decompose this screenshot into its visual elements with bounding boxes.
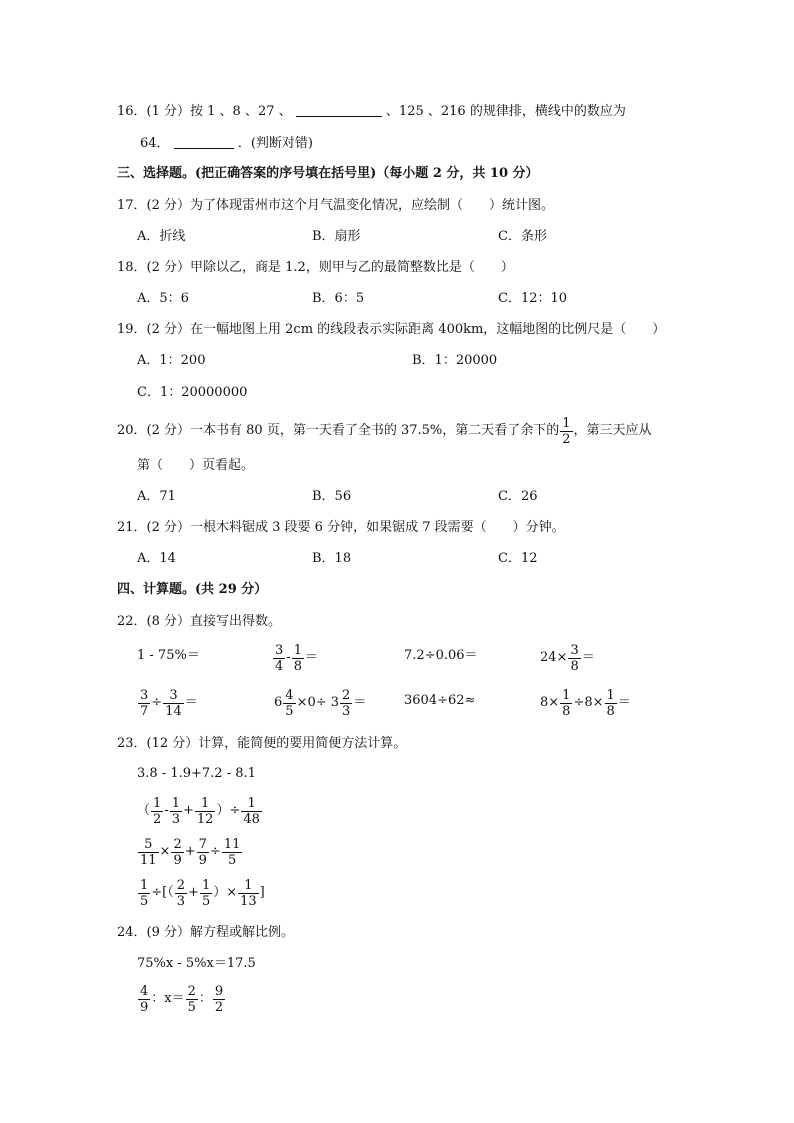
q22-expr-5 bbox=[137, 687, 198, 720]
q18-option-a[interactable]: A．5：6 bbox=[137, 291, 189, 306]
numerator: 2 bbox=[173, 836, 182, 852]
q22-expr-7: 3604÷62≈ bbox=[404, 693, 476, 708]
denominator: 5 bbox=[140, 893, 149, 909]
numerator: 1 bbox=[562, 687, 571, 703]
denominator: 4 bbox=[275, 658, 284, 674]
q19-stem: 19．(2 分）在一幅地图上用 2cm 的线段表示实际距离 400km，这幅地图的比例尺是（ ） bbox=[117, 322, 666, 337]
operator: + bbox=[182, 803, 194, 818]
q16-text-b: 、125 、216 的规律排，横线中的数应为 bbox=[385, 104, 626, 119]
q22-stem: 22．(8 分）直接写出得数。 bbox=[117, 614, 282, 629]
denominator: 2 bbox=[214, 999, 224, 1015]
q20-stem-line1 bbox=[117, 415, 652, 448]
operator: ÷ bbox=[151, 695, 163, 710]
q16-line1 bbox=[117, 102, 626, 122]
numerator: 3 bbox=[163, 688, 184, 704]
numerator: 11 bbox=[223, 836, 241, 852]
denominator: 5 bbox=[201, 893, 211, 909]
equals: ＝ bbox=[304, 650, 318, 665]
numerator: 2 bbox=[342, 687, 351, 703]
operator: ÷[（ bbox=[151, 885, 174, 900]
numerator: 5 bbox=[138, 837, 159, 853]
denominator: 7 bbox=[140, 703, 149, 719]
q23-expr-2 bbox=[137, 795, 263, 828]
q16-blank-2[interactable] bbox=[174, 134, 234, 149]
q20-fraction bbox=[560, 416, 572, 447]
q21-stem: 21．(2 分）一根木料锯成 3 段要 6 分钟，如果锯成 7 段需要（ ）分钟。 bbox=[117, 520, 565, 535]
numerator: 1 bbox=[238, 878, 259, 894]
numerator: 2 bbox=[187, 983, 196, 999]
numerator: 2 bbox=[176, 877, 186, 893]
q17-option-a[interactable]: A．折线 bbox=[137, 229, 186, 244]
colon: ： bbox=[198, 991, 212, 1006]
q19-option-a[interactable]: A．1：200 bbox=[137, 353, 206, 368]
denominator: 11 bbox=[140, 852, 157, 868]
q18-stem: 18．(2 分）甲除以乙，商是 1.2，则甲与乙的最简整数比是（ ） bbox=[117, 260, 514, 275]
equals: ＝ bbox=[353, 695, 367, 710]
numerator: 1 bbox=[562, 415, 571, 431]
equals: ＝ bbox=[617, 695, 631, 710]
prefix: 8× bbox=[540, 695, 560, 710]
operator: + bbox=[184, 844, 196, 859]
denominator: 5 bbox=[227, 852, 237, 868]
whole: 6 bbox=[274, 695, 283, 710]
q22-expr-4 bbox=[540, 642, 595, 675]
q24-expr-1: 75%x - 5%x＝17.5 bbox=[137, 956, 256, 971]
q22-expr-1: 1 - 75%＝ bbox=[137, 648, 200, 663]
operator: ×0÷ 3 bbox=[296, 695, 340, 710]
q22-expr-6 bbox=[274, 687, 366, 720]
q17-stem: 17．(2 分）为了体现雷州市这个月气温变化情况，应绘制（ ）统计图。 bbox=[117, 198, 555, 213]
numerator: 4 bbox=[140, 983, 149, 999]
q16-text-a: 16．(1 分）按 1 、8 、27 、 bbox=[117, 104, 292, 119]
denominator: 2 bbox=[153, 811, 162, 827]
paren-open: （ bbox=[137, 803, 151, 818]
q20-text: 20．(2 分）一本书有 80 页，第一天看了全书的 37.5%，第二天看了余下的 bbox=[117, 423, 560, 438]
denominator: 8 bbox=[606, 703, 615, 719]
denominator: 8 bbox=[562, 703, 571, 719]
ratio-text: ：x＝ bbox=[151, 991, 185, 1006]
numerator: 1 bbox=[171, 795, 180, 811]
denominator: 9 bbox=[198, 852, 207, 868]
q16-line2 bbox=[140, 134, 313, 154]
numerator: 1 bbox=[153, 795, 162, 811]
section-4-heading: 四、计算题。(共 29 分） bbox=[117, 582, 268, 597]
section-3-heading: 三、选择题。(把正确答案的序号填在括号里)（每小题 2 分，共 10 分） bbox=[117, 166, 539, 181]
q16-text-d: ．(判断对错) bbox=[237, 136, 313, 151]
numerator: 1 bbox=[241, 796, 262, 812]
operator: ÷8× bbox=[573, 695, 604, 710]
denominator: 9 bbox=[173, 852, 182, 868]
q23-expr-3 bbox=[137, 836, 243, 869]
numerator: 4 bbox=[285, 687, 294, 703]
denominator: 14 bbox=[165, 703, 182, 719]
q21-option-b[interactable]: B．18 bbox=[312, 551, 352, 566]
paren-close: ）÷ bbox=[216, 803, 241, 818]
q22-expr-2 bbox=[272, 642, 318, 675]
q20-option-b[interactable]: B．56 bbox=[312, 489, 352, 504]
q16-blank-1[interactable] bbox=[296, 102, 382, 117]
q16-text-c: 64． bbox=[140, 136, 170, 151]
denominator: 13 bbox=[240, 893, 257, 909]
q24-stem: 24．(9 分）解方程或解比例。 bbox=[117, 925, 295, 940]
numerator: 1 bbox=[201, 877, 211, 893]
denominator: 5 bbox=[187, 999, 196, 1015]
q22-expr-8 bbox=[540, 687, 631, 720]
numerator: 1 bbox=[606, 687, 615, 703]
numerator: 3 bbox=[275, 642, 284, 658]
numerator: 1 bbox=[293, 642, 302, 658]
q20-option-c[interactable]: C．26 bbox=[498, 489, 538, 504]
numerator: 3 bbox=[570, 642, 579, 658]
numerator: 1 bbox=[195, 796, 216, 812]
operator: × bbox=[159, 844, 171, 859]
operator: ）× bbox=[213, 885, 238, 900]
q20-option-a[interactable]: A．71 bbox=[137, 489, 176, 504]
operator: - bbox=[286, 650, 291, 665]
denominator: 3 bbox=[171, 811, 180, 827]
denominator: 48 bbox=[243, 811, 260, 827]
denominator: 3 bbox=[342, 703, 351, 719]
q18-option-c[interactable]: C．12：10 bbox=[498, 291, 568, 306]
q23-stem: 23．(12 分）计算，能简便的要用简便方法计算。 bbox=[117, 736, 407, 751]
denominator: 8 bbox=[293, 658, 302, 674]
q21-option-c[interactable]: C．12 bbox=[498, 551, 538, 566]
numerator: 1 bbox=[140, 877, 149, 893]
q23-expr-4 bbox=[137, 877, 265, 910]
q23-expr-1: 3.8 - 1.9+7.2 - 8.1 bbox=[137, 766, 256, 781]
prefix: 24× bbox=[540, 650, 568, 665]
bracket-close: ] bbox=[259, 885, 265, 900]
q20-text-b: ，第三天应从 bbox=[573, 423, 652, 438]
q21-option-a[interactable]: A．14 bbox=[137, 551, 176, 566]
numerator: 9 bbox=[214, 983, 224, 999]
equals: ＝ bbox=[581, 650, 595, 665]
numerator: 7 bbox=[198, 836, 207, 852]
denominator: 12 bbox=[196, 811, 214, 827]
numerator: 3 bbox=[140, 687, 149, 703]
denominator: 5 bbox=[285, 703, 294, 719]
operator: - bbox=[164, 803, 169, 818]
q24-expr-2 bbox=[137, 983, 226, 1016]
equals: ＝ bbox=[184, 695, 198, 710]
q22-expr-3: 7.2÷0.06＝ bbox=[404, 648, 478, 663]
denominator: 3 bbox=[176, 893, 186, 909]
q17-option-b[interactable]: B．扇形 bbox=[312, 229, 361, 244]
q19-option-b[interactable]: B．1：20000 bbox=[412, 353, 498, 368]
q19-option-c[interactable]: C．1：20000000 bbox=[137, 385, 248, 400]
denominator: 8 bbox=[570, 658, 579, 674]
operator: ÷ bbox=[209, 844, 221, 859]
denominator: 9 bbox=[140, 999, 149, 1015]
denominator: 2 bbox=[562, 431, 571, 447]
q17-option-c[interactable]: C．条形 bbox=[498, 229, 547, 244]
q20-stem-line2: 第（ ）页看起。 bbox=[137, 458, 255, 473]
q18-option-b[interactable]: B．6：5 bbox=[312, 291, 365, 306]
operator: + bbox=[188, 885, 199, 900]
